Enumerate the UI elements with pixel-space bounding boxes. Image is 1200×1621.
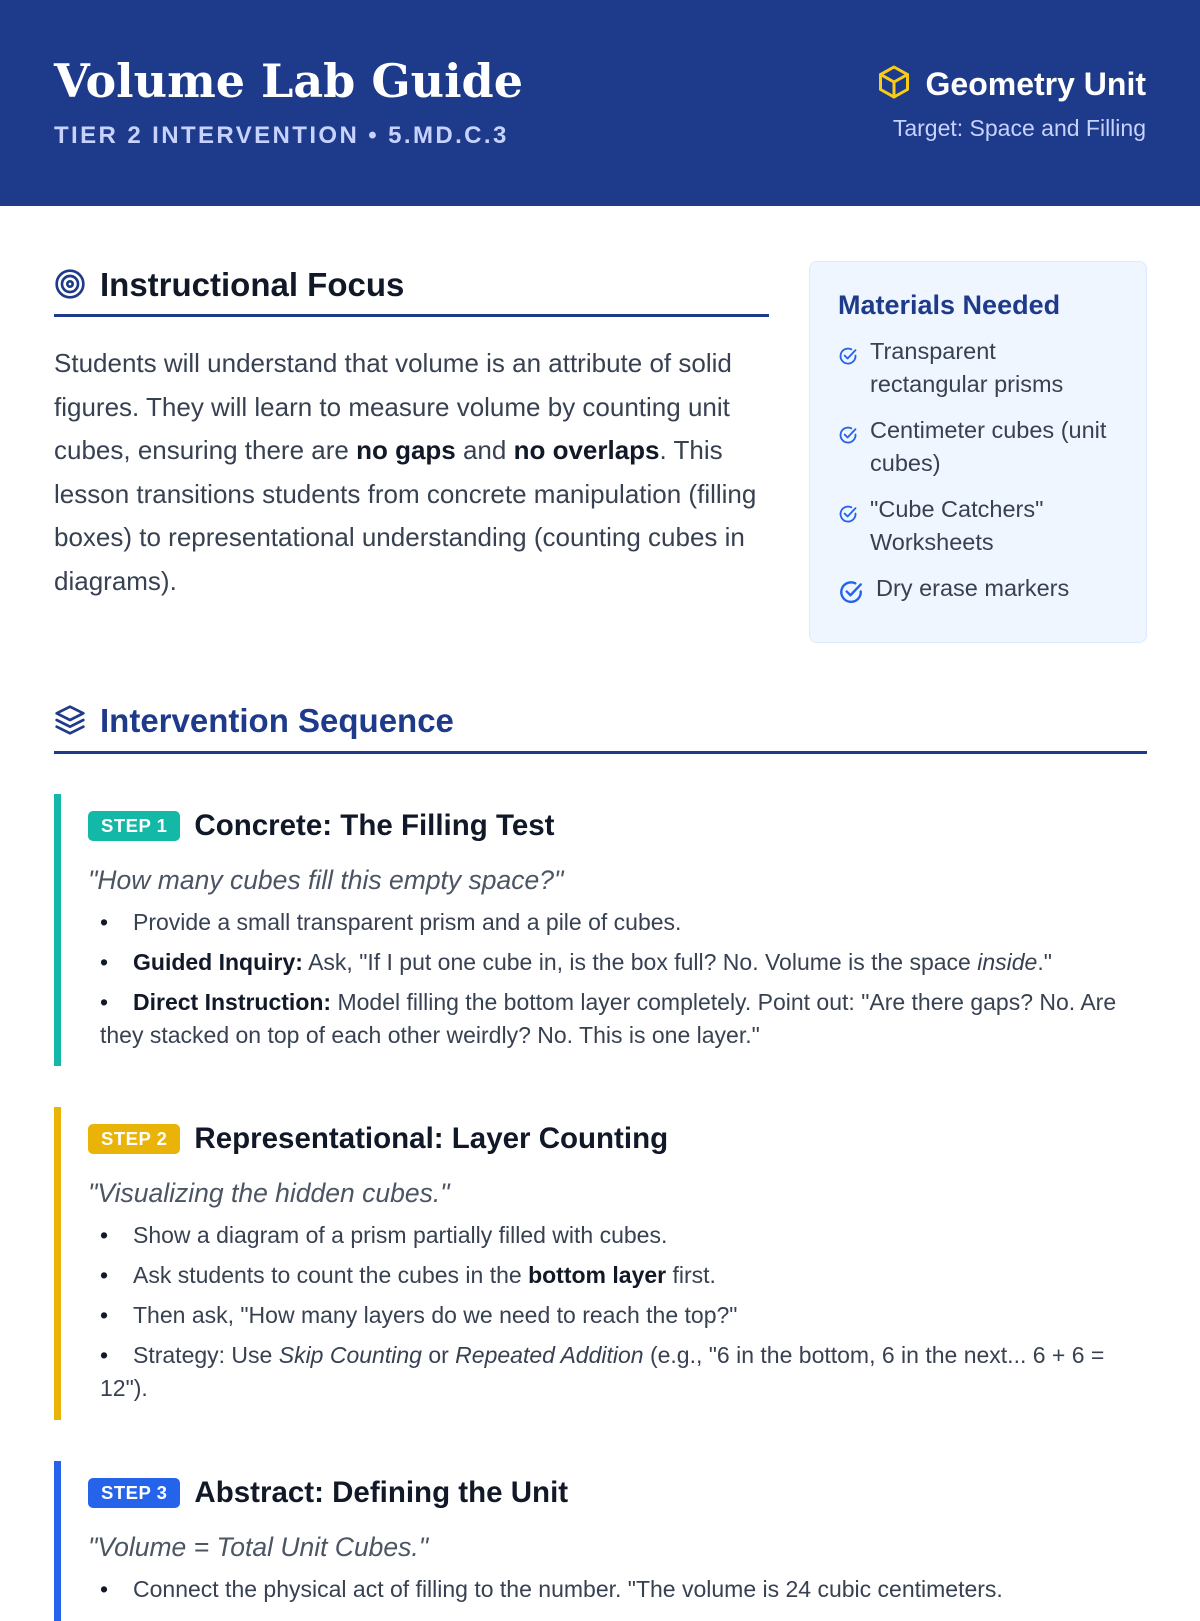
materials-panel <box>809 261 1147 643</box>
check-circle-icon <box>838 500 858 533</box>
step-3 <box>54 1461 1147 1621</box>
step-2-list <box>88 1219 1147 1405</box>
focus-text-1: Students will understand that volume is an attribute of solid figures. They will learn to measure volume by counting unit cubes, ensuring there are <box>54 348 732 465</box>
bullet-bold: Guided Inquiry: <box>133 949 303 975</box>
unit-label: Geometry Unit <box>925 66 1146 102</box>
step-2-title: Representational: Layer Counting <box>194 1122 669 1155</box>
unit-tag <box>876 64 1146 105</box>
check-circle-icon <box>838 579 864 614</box>
list-item <box>88 1573 1147 1606</box>
list-item <box>88 1299 1147 1332</box>
materials-item <box>838 335 1118 401</box>
step-3-badge: STEP 3 <box>88 1478 180 1508</box>
step-1 <box>54 794 1147 1066</box>
step-2 <box>54 1107 1147 1420</box>
list-item <box>88 1219 1147 1252</box>
materials-item <box>838 572 1118 614</box>
target-label: Target: Space and Filling <box>892 115 1146 141</box>
cube-icon <box>876 64 912 105</box>
page-header <box>0 0 1200 206</box>
focus-text-3: . This lesson transitions students from concrete manipulation (filling boxes) to representational understanding (counting cubes in diagrams). <box>54 435 757 596</box>
layers-icon <box>54 704 86 741</box>
bullet-text: Connect the physical act of filling to the number. "The volume is 24 cubic centimeters. <box>133 1576 1003 1602</box>
focus-text-2: and <box>455 435 514 465</box>
bullet-text: Ask, "If I put one cube in, is the box full? No. Volume is the space <box>302 949 978 975</box>
sequence-heading-label: Intervention Sequence <box>100 702 454 739</box>
step-3-quote: "Volume = Total Unit Cubes." <box>88 1532 429 1562</box>
check-circle-icon <box>838 342 858 375</box>
step-1-quote: "How many cubes fill this empty space?" <box>88 865 564 895</box>
page-subtitle: TIER 2 INTERVENTION • 5.MD.C.3 <box>54 122 509 149</box>
materials-item-label: Transparent rectangular prisms <box>870 338 1064 397</box>
materials-item <box>838 414 1118 480</box>
bullet-text: ." <box>1037 949 1052 975</box>
bullet-bold: bottom layer <box>528 1262 667 1288</box>
step-1-badge: STEP 1 <box>88 811 180 841</box>
bullet-italic: Skip Counting <box>278 1342 422 1368</box>
bullet-text: Show a diagram of a prism partially filled with cubes. <box>133 1222 668 1248</box>
list-item <box>88 1339 1147 1405</box>
step-2-quote: "Visualizing the hidden cubes." <box>88 1178 450 1208</box>
materials-item-label: Centimeter cubes (unit cubes) <box>870 417 1107 476</box>
materials-heading: Materials Needed <box>838 290 1061 320</box>
bullet-text: Then ask, "How many layers do we need to reach the top?" <box>133 1302 738 1328</box>
sequence-heading <box>54 700 1147 754</box>
list-item <box>88 946 1147 979</box>
bullet-text: Model filling the bottom layer completely. Point out: "Are there gaps? No. Are they stacked on top of each other weirdly? No. This is one layer." <box>100 989 1117 1048</box>
bullet-text: Ask students to count the cubes in the <box>133 1262 529 1288</box>
materials-item-label: Dry erase markers <box>876 575 1070 601</box>
list-item <box>88 906 1147 939</box>
step-3-title: Abstract: Defining the Unit <box>194 1476 569 1509</box>
focus-heading <box>54 262 769 317</box>
bullet-text: or <box>421 1342 456 1368</box>
step-2-badge: STEP 2 <box>88 1124 180 1154</box>
step-2-accent-bar <box>54 1107 61 1420</box>
focus-bold-2: no overlaps <box>513 435 660 465</box>
bullet-bold: Direct Instruction: <box>133 989 332 1015</box>
bullet-text: Strategy: Use <box>133 1342 279 1368</box>
step-1-list <box>88 906 1147 1052</box>
focus-bold-1: no gaps <box>356 435 456 465</box>
step-1-title: Concrete: The Filling Test <box>194 809 555 842</box>
page-title: Volume Lab Guide <box>54 54 523 108</box>
list-item <box>88 1259 1147 1292</box>
bullet-text: Provide a small transparent prism and a pile of cubes. <box>133 909 682 935</box>
materials-list <box>838 335 1118 614</box>
bullet-italic: Repeated Addition <box>455 1342 644 1368</box>
focus-paragraph <box>54 342 774 603</box>
step-3-list <box>88 1573 1147 1606</box>
materials-item <box>838 493 1118 559</box>
check-circle-icon <box>838 421 858 454</box>
materials-item-label: "Cube Catchers" Worksheets <box>870 496 1044 555</box>
step-3-accent-bar <box>54 1461 61 1621</box>
bullet-text: first. <box>666 1262 716 1288</box>
bullet-text: (e.g., "6 in the bottom, 6 in the next... 6 + 6 = 12"). <box>100 1342 1105 1401</box>
focus-heading-label: Instructional Focus <box>100 266 405 303</box>
target-icon <box>54 268 86 305</box>
bullet-italic: inside <box>977 949 1038 975</box>
step-1-accent-bar <box>54 794 61 1066</box>
list-item <box>88 986 1147 1052</box>
